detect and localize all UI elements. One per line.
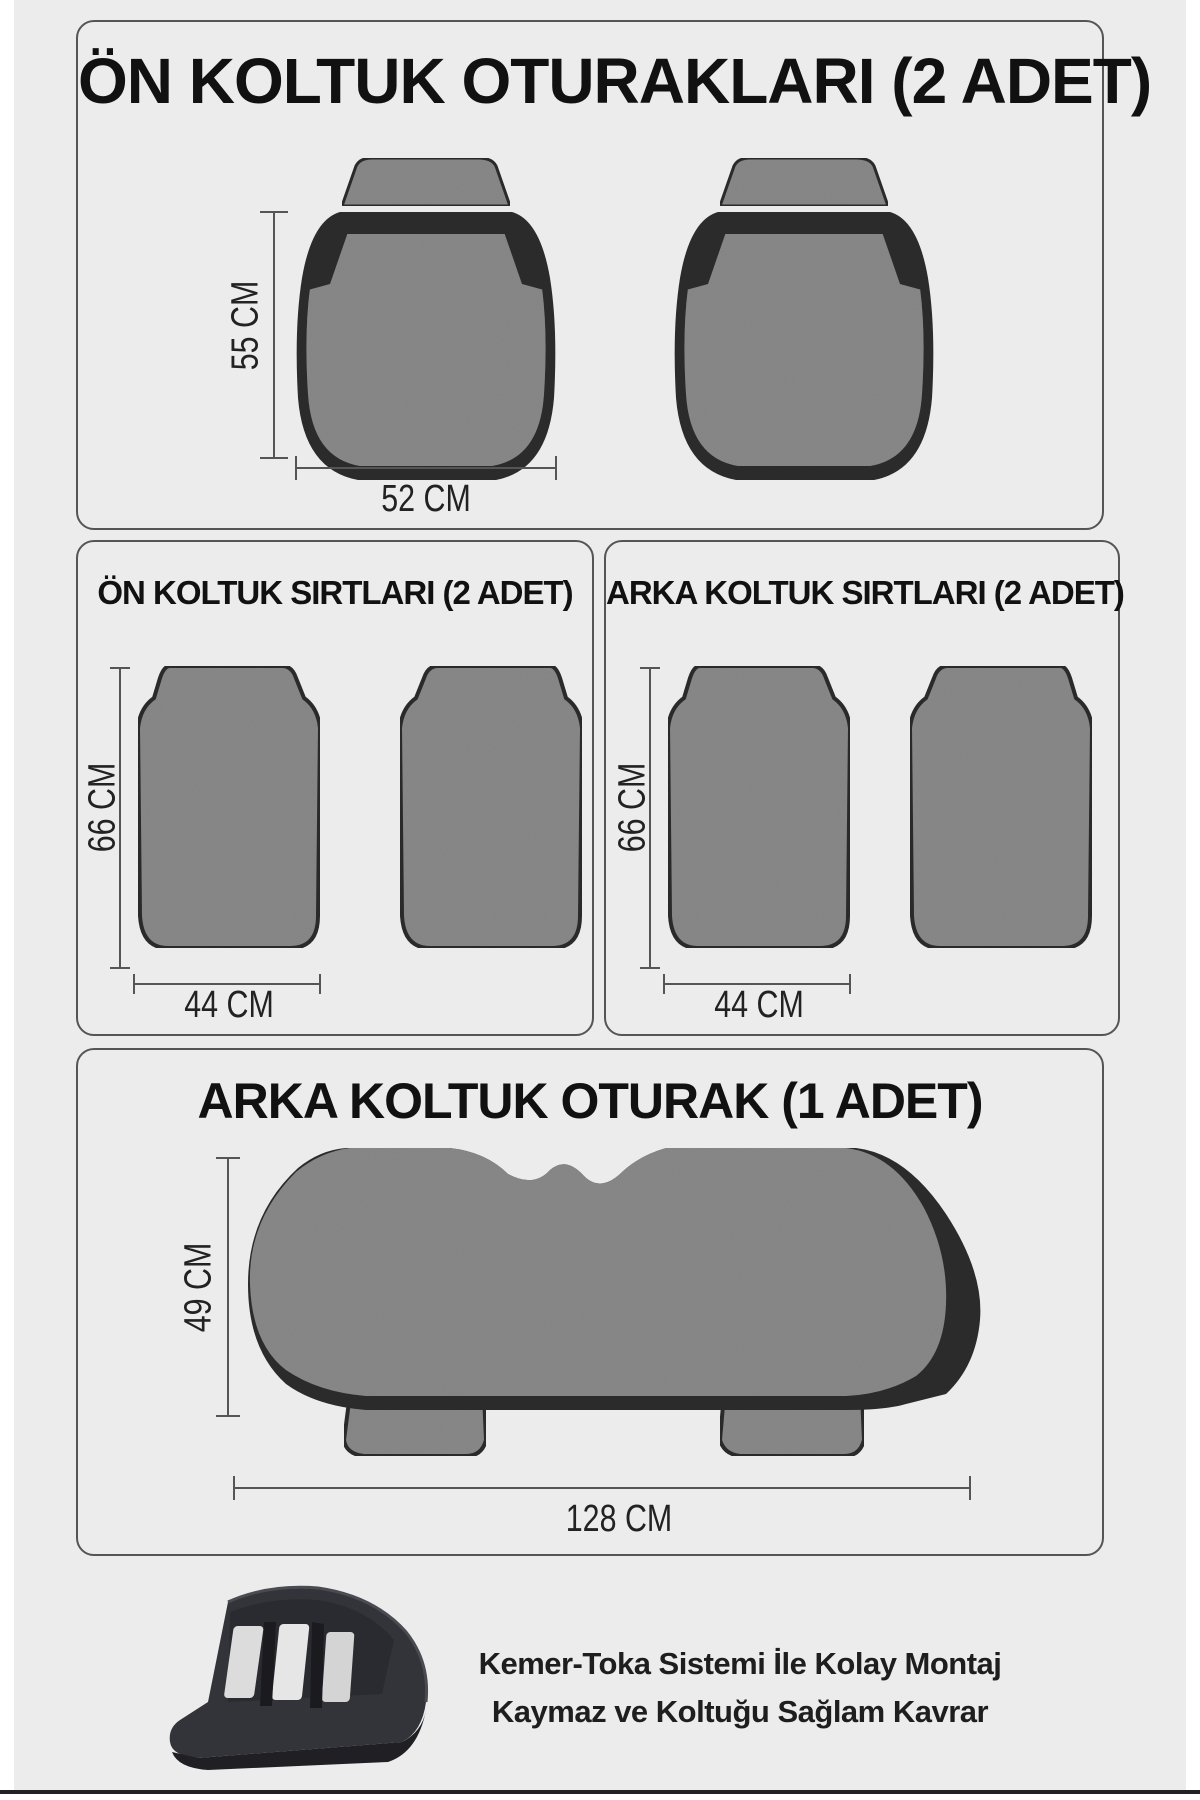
front-seats-panel <box>76 20 1152 530</box>
front-back-height-label: 66 CM <box>81 762 124 853</box>
rear-back-left <box>666 664 852 950</box>
front-backs-panel <box>76 540 594 1036</box>
front-seats-title: ÖN KOLTUK OTURAKLARI (2 ADET) <box>78 45 1152 117</box>
rear-back-right <box>908 664 1094 950</box>
bottom-divider <box>0 1790 1200 1794</box>
rear-backs-title: ARKA KOLTUK SIRTLARI (2 ADET) <box>606 574 1124 611</box>
rear-seat-cushion <box>246 1144 986 1496</box>
rear-backs-panel <box>604 540 1124 1036</box>
rear-seat-height-label: 49 CM <box>177 1242 220 1333</box>
rear-back-width-label: 44 CM <box>714 984 804 1026</box>
front-back-left <box>136 664 322 950</box>
rear-back-height-label: 66 CM <box>611 762 654 853</box>
front-back-right <box>398 664 584 950</box>
front-backs-title: ÖN KOLTUK SIRTLARI (2 ADET) <box>97 574 573 611</box>
buckle-clip-image <box>168 1582 440 1770</box>
front-back-width-label: 44 CM <box>184 984 274 1026</box>
buckle-caption <box>440 1640 1040 1736</box>
front-seat-width-label: 52 CM <box>381 478 471 520</box>
front-seat-left <box>296 158 556 484</box>
rear-seat-panel <box>76 1048 1104 1556</box>
front-seat-right <box>674 158 934 484</box>
front-seat-height-label: 55 CM <box>224 280 267 371</box>
rear-seat-title: ARKA KOLTUK OTURAK (1 ADET) <box>197 1073 983 1129</box>
buckle-caption-line-1: Kemer-Toka Sistemi İle Kolay Montaj <box>478 1646 1002 1681</box>
rear-seat-width-label: 128 CM <box>565 1498 673 1540</box>
buckle-caption-line-2: Kaymaz ve Koltuğu Sağlam Kavrar <box>491 1694 989 1729</box>
